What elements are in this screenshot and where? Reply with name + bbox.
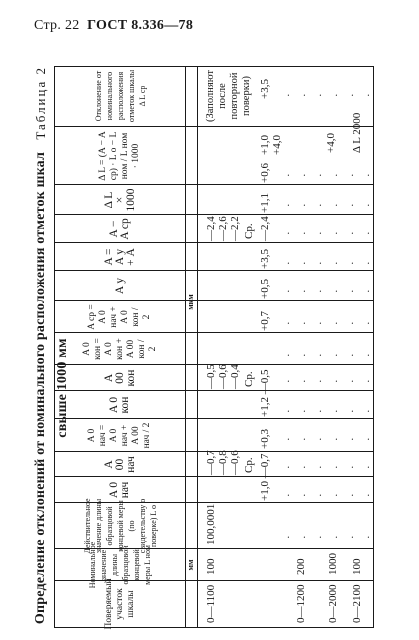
- row1-a0nach-avg-label: Ср.: [243, 457, 255, 473]
- page-number: Стр. 22: [34, 18, 80, 33]
- leader-dot: ·: [331, 203, 343, 207]
- leader-dot: ·: [363, 173, 375, 177]
- leader-dot: ·: [299, 535, 311, 539]
- row1-a0nach-1: —0,7: [205, 450, 217, 475]
- leader-dot: ·: [363, 353, 375, 357]
- row1-segment: 0—1100: [205, 584, 217, 623]
- leader-dot: ·: [299, 203, 311, 207]
- leader-dot: ·: [283, 379, 295, 383]
- leader-dot: ·: [331, 353, 343, 357]
- row2-nominal: 200: [295, 558, 307, 575]
- leader-dot: ·: [347, 231, 359, 235]
- row1-a0nach-avg: +1,0 —0,7: [259, 453, 271, 501]
- leader-dot: ·: [299, 173, 311, 177]
- row1-dl1000: +1,0: [259, 135, 271, 155]
- leader-dot: ·: [331, 289, 343, 293]
- leader-dot: ·: [331, 535, 343, 539]
- leader-dot: ·: [299, 289, 311, 293]
- deviation-table: [54, 66, 374, 628]
- leader-dot: ·: [347, 535, 359, 539]
- row1-a0kon-avg: +1,2 —0,5: [259, 369, 271, 417]
- row1-a-sr: +0,7: [259, 311, 271, 331]
- leader-dot: ·: [283, 535, 295, 539]
- leader-dot: ·: [283, 93, 295, 97]
- row1-ay-avg: —2,4: [259, 216, 271, 241]
- leader-dot: ·: [283, 203, 295, 207]
- leader-dot: ·: [331, 93, 343, 97]
- row1-ay-avg-label: Ср.: [243, 223, 255, 239]
- leader-dot: ·: [315, 261, 327, 265]
- leader-dot: ·: [347, 203, 359, 207]
- col-header-a-nach-avg: A 0 нач = A 0 нач + A 00 нач / 2: [87, 422, 152, 449]
- col-header-a00-kon: A 00 кон: [102, 369, 137, 387]
- leader-dot: ·: [283, 437, 295, 441]
- leader-dot: ·: [315, 353, 327, 357]
- leader-dot: ·: [363, 231, 375, 235]
- leader-dot: ·: [315, 203, 327, 207]
- row1-note: (Заполняют после повторной поверки): [205, 70, 252, 122]
- leader-dot: ·: [331, 261, 343, 265]
- leader-dot: ·: [363, 261, 375, 265]
- leader-dot: ·: [315, 173, 327, 177]
- leader-dot: ·: [331, 321, 343, 325]
- col-header-a0-kon: A 0 кон: [108, 396, 131, 414]
- col-header-dl-formula: Δ L = (A − A ср) · L о − L ном / L ном · 1000: [98, 131, 141, 181]
- leader-dot: ·: [299, 409, 311, 413]
- row1-actual: 100,0001: [205, 503, 217, 545]
- leader-dot: ·: [315, 493, 327, 497]
- standard-code: ГОСТ 8.336—78: [87, 18, 194, 33]
- row4-segment: 0—2100: [351, 584, 363, 623]
- leader-dot: ·: [299, 437, 311, 441]
- leader-dot: ·: [299, 493, 311, 497]
- row1-ay: +3,5: [259, 249, 271, 269]
- col-header-a-sum: A = A у + A: [102, 248, 137, 266]
- leader-dot: ·: [283, 231, 295, 235]
- row1-a-sum: +1,1: [259, 193, 271, 213]
- unit-label-mm: мм: [186, 559, 195, 571]
- leader-dot: ·: [363, 203, 375, 207]
- leader-dot: ·: [315, 321, 327, 325]
- table-title: Определение отклонений от номинального расположения отметок шкал свыше 1000 мм: [33, 151, 70, 625]
- col-header-dl1000: Δ L × 1000: [102, 188, 137, 212]
- leader-dot: ·: [283, 409, 295, 413]
- row1-nominal: 100: [205, 558, 217, 575]
- row1-a0kon-1: —0,5: [205, 364, 217, 389]
- row1-a0kon-avg-label: Ср.: [243, 371, 255, 387]
- unit-label-mkm: мкм: [186, 294, 195, 310]
- leader-dot: ·: [315, 379, 327, 383]
- row1-ay-2: —2,6: [217, 216, 229, 241]
- leader-dot: ·: [331, 409, 343, 413]
- leader-dot: ·: [299, 465, 311, 469]
- leader-dot: ·: [331, 231, 343, 235]
- leader-dot: ·: [299, 379, 311, 383]
- row2-dl1000: +4,0: [271, 135, 283, 155]
- row1-a0kon-2: —0,6: [217, 364, 229, 389]
- table-label: Таблица 2: [33, 66, 48, 140]
- leader-dot: ·: [347, 409, 359, 413]
- row4-dl-total: Δ L 2000: [351, 112, 363, 153]
- col-header-a-kon-avg: A 0 кон = A 0 кон + A 00 кон / 2: [81, 338, 158, 360]
- row4-nominal: 100: [351, 558, 363, 575]
- col-header-a-minus-asr: A − A ср: [108, 218, 131, 240]
- leader-dot: ·: [347, 289, 359, 293]
- leader-dot: ·: [299, 353, 311, 357]
- col-header-actual: Действительное значение длины образцовой концевой меры (по свидетельству о поверке) L о: [82, 498, 158, 554]
- row3-nominal: 1000: [327, 553, 339, 575]
- leader-dot: ·: [347, 261, 359, 265]
- leader-dot: ·: [363, 289, 375, 293]
- leader-dot: ·: [283, 261, 295, 265]
- leader-dot: ·: [315, 93, 327, 97]
- col-header-ay: A у: [113, 277, 126, 295]
- leader-dot: ·: [283, 353, 295, 357]
- leader-dot: ·: [347, 379, 359, 383]
- row3-dl1000: +4,0: [325, 133, 337, 153]
- leader-dot: ·: [331, 173, 343, 177]
- leader-dot: ·: [315, 437, 327, 441]
- leader-dot: ·: [363, 409, 375, 413]
- page-header: [34, 18, 193, 34]
- leader-dot: ·: [283, 321, 295, 325]
- row1-dl: +3,5: [259, 79, 271, 99]
- leader-dot: ·: [347, 493, 359, 497]
- leader-dot: ·: [347, 465, 359, 469]
- row1-a-sr2: +0,5: [259, 279, 271, 299]
- leader-dot: ·: [331, 465, 343, 469]
- leader-dot: ·: [315, 231, 327, 235]
- row1-a-minus: +0,6: [259, 163, 271, 183]
- leader-dot: ·: [299, 261, 311, 265]
- row1-ay-1: —2,4: [205, 216, 217, 241]
- leader-dot: ·: [363, 465, 375, 469]
- rotated-table-block: [30, 66, 375, 628]
- row1-a0kon-3: —0,4: [229, 364, 241, 389]
- leader-dot: ·: [363, 379, 375, 383]
- leader-dot: ·: [299, 231, 311, 235]
- leader-dot: ·: [315, 535, 327, 539]
- leader-dot: ·: [347, 321, 359, 325]
- leader-dot: ·: [363, 437, 375, 441]
- row1-a00nach: +0,3: [259, 429, 271, 449]
- row1-a0nach-2: —0,8: [217, 450, 229, 475]
- row1-ay-3: —2,2: [229, 216, 241, 241]
- col-header-a0-nach: A 0 нач: [108, 481, 131, 499]
- col-header-a00-nach: A 00 нач: [102, 456, 137, 473]
- leader-dot: ·: [283, 465, 295, 469]
- leader-dot: ·: [363, 535, 375, 539]
- col-header-deviation: Отклонение от номинального расположения отметок шкалы Δ L ср: [93, 69, 147, 123]
- leader-dot: ·: [331, 437, 343, 441]
- leader-dot: ·: [363, 93, 375, 97]
- leader-dot: ·: [315, 465, 327, 469]
- leader-dot: ·: [283, 173, 295, 177]
- leader-dot: ·: [347, 353, 359, 357]
- col-header-nominal: Номинальное значение длины образцовой концевой меры L ном: [88, 541, 152, 589]
- leader-dot: ·: [299, 93, 311, 97]
- row1-a0nach-3: —0,6: [229, 450, 241, 475]
- row2-segment: 0—1200: [295, 584, 307, 623]
- col-header-a-sr: A ср = A 0 нач + A 0 кон / 2: [87, 304, 152, 330]
- leader-dot: ·: [299, 321, 311, 325]
- leader-dot: ·: [363, 321, 375, 325]
- leader-dot: ·: [283, 289, 295, 293]
- leader-dot: ·: [363, 493, 375, 497]
- leader-dot: ·: [347, 437, 359, 441]
- leader-dot: ·: [331, 493, 343, 497]
- row3-segment: 0—2000: [327, 584, 339, 623]
- leader-dot: ·: [347, 93, 359, 97]
- leader-dot: ·: [347, 173, 359, 177]
- leader-dot: ·: [331, 379, 343, 383]
- col-header-segment: Поверяемый участок шкалы: [103, 578, 136, 630]
- leader-dot: ·: [315, 289, 327, 293]
- leader-dot: ·: [283, 493, 295, 497]
- leader-dot: ·: [315, 409, 327, 413]
